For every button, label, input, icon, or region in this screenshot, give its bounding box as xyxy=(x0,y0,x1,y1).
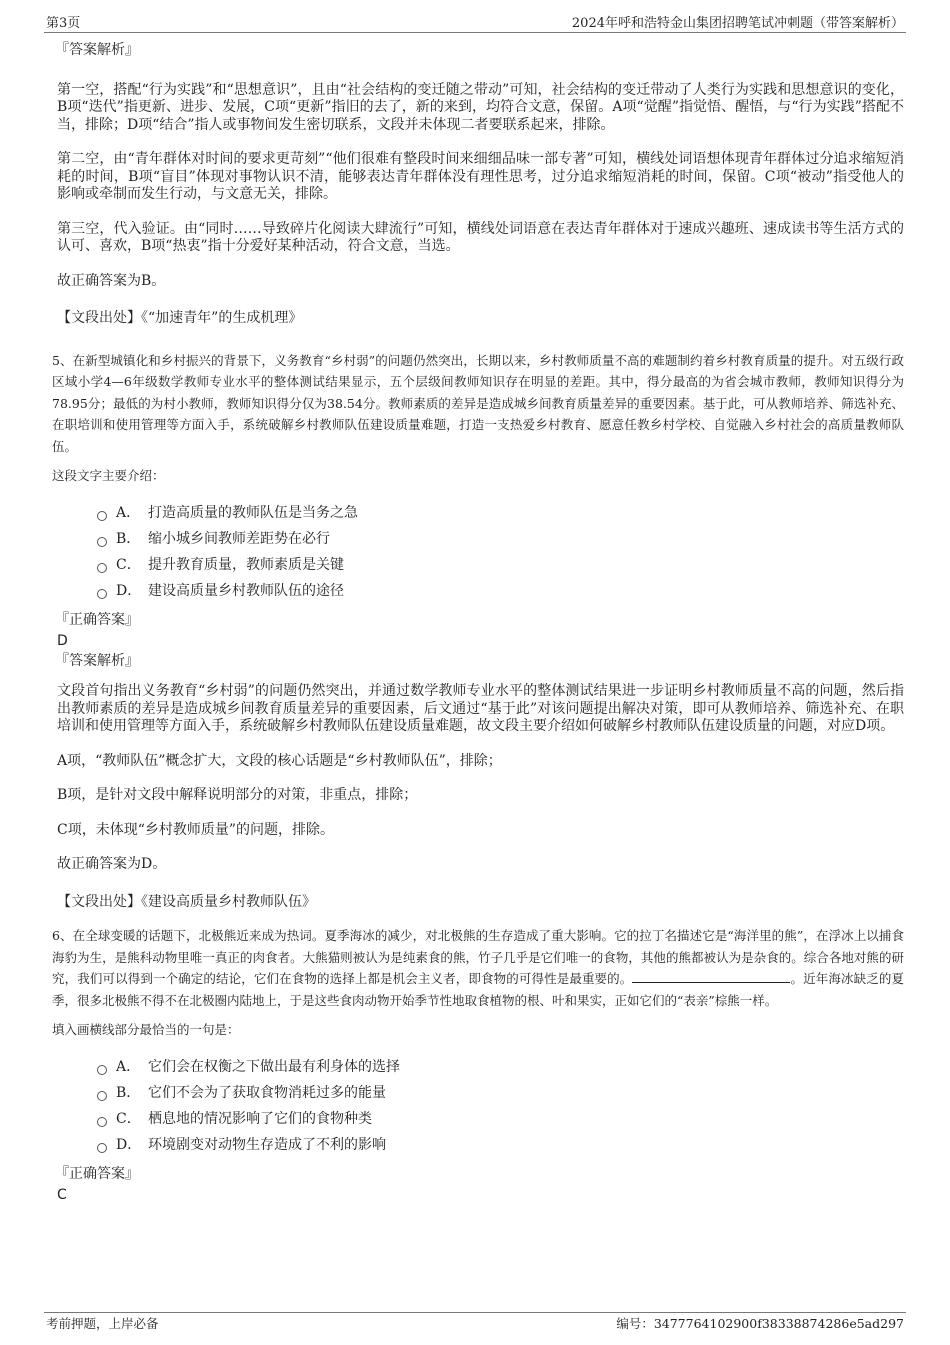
q6-option-c[interactable]: C． 栖息地的情况影响了它们的食物种类 xyxy=(97,1106,904,1132)
q6-correct-label: 『正确答案』 xyxy=(55,1166,139,1182)
q5-analysis-b: B项，是针对文段中解释说明部分的对策，非重点，排除； xyxy=(57,787,418,803)
document-title: 2024年呼和浩特金山集团招聘笔试冲刺题（带答案解析） xyxy=(571,16,904,31)
q5-correct-label: 『正确答案』 xyxy=(55,612,139,628)
q5-analysis-a: A项，“教师队伍”概念扩大，文段的核心话题是“乡村教师队伍”，排除； xyxy=(57,752,502,769)
q4-analysis-label: 『答案解析』 xyxy=(55,42,139,58)
q6-correct-answer: C xyxy=(57,1186,67,1203)
q6-option-d[interactable]: D． 环境剧变对动物生存造成了不利的影响 xyxy=(97,1132,904,1158)
q4-analysis-p3: 第三空，代入验证。由“同时……导致碎片化阅读大肆流行”可知，横线处词语意在表达青年群体对于速成兴趣班、速成读书等生活方式的认可、喜欢，B项“热衷”指十分爱好某种活动，符合文意，当选。 xyxy=(57,220,904,254)
radio-icon[interactable] xyxy=(97,1065,107,1075)
q5-analysis-label: 『答案解析』 xyxy=(55,652,139,669)
radio-icon[interactable] xyxy=(97,563,107,573)
page-content xyxy=(52,42,904,1205)
q6-stem: 6、在全球变暖的话题下，北极熊近来成为热词。夏季海冰的减少，对北极熊的生存造成了重大影响。它的拉丁名描述它是“海洋里的熊”，在浮冰上以捕食海豹为生，是熊科动物里唯一真正的肉食者。大熊猫则被认为是纯素食的熊，竹子几乎是它们唯一的食物，其他的熊都被认为是杂食的。综合各地对熊的研究，我们可以得到一个确定的结论，它们在食物的选择上都是机会主义者，即食物的可得性是最重要的。 。近年海冰缺乏的夏季，很多北极熊不得不在北极圈内陆地上，于是这些食肉动物开始季节性地取食植物的根、叶和果实，正如它们的“表亲”棕熊一样。 xyxy=(52,928,904,1008)
q6-option-a[interactable]: A． 它们会在权衡之下做出最有利身体的选择 xyxy=(97,1054,904,1080)
page-number: 第3页 xyxy=(46,16,81,31)
q5-stem: 5、在新型城镇化和乡村振兴的背景下，义务教育“乡村弱”的问题仍然突出，长期以来，乡村教师质量不高的难题制约着乡村教育质量的提升。对五级行政区域小学4—6年级数学教师专业水平的整体测试结果显示，五个层级间教师知识存在明显的差距。其中，得分最高的为省会城市教师，教师知识得分为78.95分；最低的为村小教师，教师知识得分仅为38.54分。教师素质的差异是造成城乡间教育质量差异的重要因素。基于此，可从教师培养、筛选补充、在职培训和使用管理等方面入手，系统破解乡村教师队伍建设质量难题，打造一支热爱乡村教育、愿意任教乡村学校、自觉融入乡村社会的高质量教师队伍。 xyxy=(52,352,904,454)
q4-answer-summary: 故正确答案为B。 xyxy=(57,272,166,289)
q5-option-b[interactable]: B． 缩小城乡间教师差距势在必行 xyxy=(97,526,904,552)
q5-analysis-p1: 文段首句指出义务教育“乡村弱”的问题仍然突出，并通过数学教师专业水平的整体测试结果进一步证明乡村教师质量不高的问题，然后指出教师素质的差异是造成城乡间教育质量差异的重要因素，后文通过“基于此”对该问题提出解决对策，即可从教师培养、筛选补充、在职培训和使用管理等方面入手，系统破解乡村教师队伍建设质量难题，故文段主要介绍如何破解乡村教师队伍建设质量的问题，对应D项。 xyxy=(57,683,904,734)
q5-answer-summary: 故正确答案为D。 xyxy=(57,856,167,872)
q4-source: 【文段出处】《“加速青年”的生成机理》 xyxy=(57,310,303,326)
radio-icon[interactable] xyxy=(97,1117,107,1127)
q5-option-a[interactable]: A． 打造高质量的教师队伍是当务之急 xyxy=(97,500,904,526)
q4-analysis-p2: 第二空，由“青年群体对时间的要求更苛刻”“他们很难有整段时间来细细品味一部专著”可知，横线处词语想体现青年群体过分追求缩短消耗的时间，B项“盲目”体现对事物认识不清，能够表达青年群体没有理性思考，过分追求缩短消耗的时间，保留。C项“被动”指受他人的影响或牵制而发生行动，与文意无关，排除。 xyxy=(57,151,904,202)
q6-option-b[interactable]: B． 它们不会为了获取食物消耗过多的能量 xyxy=(97,1080,904,1106)
q5-source: 【文段出处】《建设高质量乡村教师队伍》 xyxy=(57,893,316,910)
q6-options xyxy=(97,1054,904,1158)
q5-option-c[interactable]: C． 提升教育质量，教师素质是关键 xyxy=(97,552,904,578)
fill-blank xyxy=(632,970,790,983)
radio-icon[interactable] xyxy=(97,589,107,599)
q5-analysis-c: C项，未体现“乡村教师质量”的问题，排除。 xyxy=(57,821,335,838)
radio-icon[interactable] xyxy=(97,1091,107,1101)
radio-icon[interactable] xyxy=(97,537,107,547)
page-footer xyxy=(44,1312,906,1333)
q6-prompt: 填入画横线部分最恰当的一句是： xyxy=(52,1022,240,1037)
document-serial: 编号：3477764102900f38338874286e5ad297 xyxy=(616,1316,904,1331)
radio-icon[interactable] xyxy=(97,511,107,521)
q5-correct-answer: D xyxy=(57,632,68,649)
q5-option-d[interactable]: D． 建设高质量乡村教师队伍的途径 xyxy=(97,578,904,604)
radio-icon[interactable] xyxy=(97,1143,107,1153)
q5-prompt: 这段文字主要介绍： xyxy=(52,468,165,483)
q4-analysis-p1: 第一空，搭配“行为实践”和“思想意识”，且由“社会结构的变迁随之带动”可知，社会结构的变迁带动了人类行为实践和思想意识的变化，B项“迭代”指更新、进步、发展，C项“更新”指旧的去了，新的来到，均符合文意，保留。A项“觉醒”指觉悟、醒悟，与“行为实践”搭配不当，排除；D项“结合”指人或事物间发生密切联系，文段并未体现二者要联系起来，排除。 xyxy=(57,81,904,133)
q5-options xyxy=(97,500,904,604)
footer-slogan: 考前押题，上岸必备 xyxy=(46,1316,159,1331)
page-header xyxy=(44,12,906,33)
